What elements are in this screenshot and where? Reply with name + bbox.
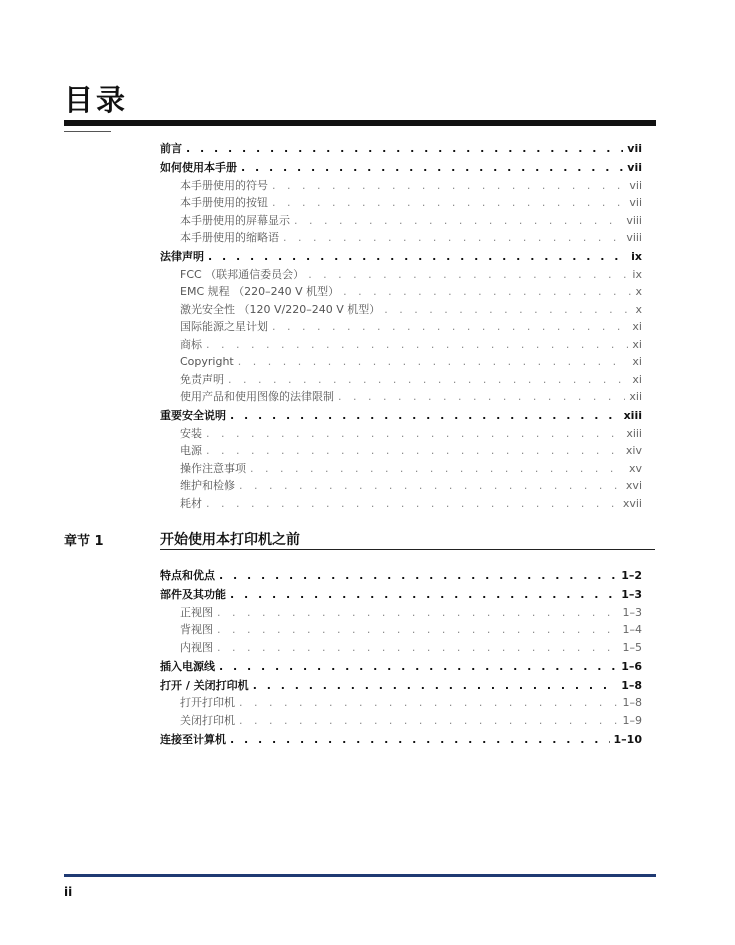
toc-entry-page: xi — [632, 337, 642, 351]
toc-entry-label: 商标 — [180, 337, 202, 351]
toc-entry[interactable] — [160, 586, 642, 604]
toc-entry-page: xvii — [622, 496, 642, 510]
title-rule — [64, 120, 656, 126]
toc-subentry[interactable] — [160, 604, 642, 622]
dot-leader — [294, 212, 622, 230]
toc-entry-page: xiii — [626, 426, 642, 440]
toc-entry-page: 1–5 — [622, 640, 642, 654]
toc-subentry[interactable] — [160, 460, 642, 478]
toc-entry-label: 插入电源线 — [160, 659, 215, 673]
dot-leader — [253, 677, 618, 695]
toc-entry-page: x — [635, 302, 642, 316]
dot-leader — [384, 301, 631, 319]
toc-entry-page: xvi — [625, 479, 642, 492]
dot-leader — [219, 658, 617, 676]
toc-subentry[interactable] — [160, 371, 642, 389]
toc-subentry[interactable] — [160, 639, 642, 657]
toc-entry-page: vii — [629, 196, 642, 209]
toc-subentry[interactable] — [160, 318, 642, 336]
toc-entry[interactable] — [160, 658, 642, 676]
toc-entry-page: xv — [628, 461, 642, 475]
toc-entry-label: 背视图 — [180, 623, 213, 636]
toc-entry-page: 1–4 — [622, 623, 642, 636]
dot-leader — [250, 460, 625, 478]
toc-subentry[interactable] — [160, 442, 642, 460]
toc-subentry[interactable] — [160, 353, 642, 371]
toc-entry-label: 本手册使用的按钮 — [180, 196, 268, 209]
toc-entry-label: Copyright — [180, 355, 234, 368]
toc-entry[interactable] — [160, 140, 642, 158]
toc-entry-label: 正视图 — [180, 605, 213, 619]
toc-entry-label: 法律声明 — [160, 250, 204, 263]
toc-subentry[interactable] — [160, 477, 642, 495]
toc-entry-label: 激光安全性 （120 V/220–240 V 机型） — [180, 302, 381, 316]
toc-entry-label: FCC （联邦通信委员会） — [180, 267, 305, 281]
dot-leader — [217, 604, 619, 622]
toc-subentry[interactable] — [160, 283, 642, 301]
toc-subentry[interactable] — [160, 266, 642, 284]
toc-subentry[interactable] — [160, 621, 642, 639]
dot-leader — [283, 229, 622, 247]
page-title: 目录 — [64, 83, 129, 117]
toc-entry-label: 内视图 — [180, 640, 213, 654]
toc-entry-page: 1–8 — [622, 696, 642, 709]
toc-entry-page: 1–10 — [613, 732, 642, 746]
toc-entry-label: 国际能源之星计划 — [180, 320, 268, 333]
toc-entry-label: 关闭打印机 — [180, 713, 235, 727]
dot-leader — [239, 712, 619, 730]
toc-entry-page: ix — [631, 250, 642, 263]
dot-leader — [272, 318, 628, 336]
toc-subentry[interactable] — [160, 194, 642, 212]
toc-entry-page: x — [635, 285, 642, 298]
toc-entry-label: 安装 — [180, 426, 202, 440]
dot-leader — [219, 567, 617, 585]
toc-entry-label: 维护和检修 — [180, 479, 235, 492]
toc-entry-label: 免责声明 — [180, 372, 224, 386]
toc-entry-label: 本手册使用的缩略语 — [180, 231, 279, 244]
toc-entry-page: ix — [632, 267, 642, 281]
toc-entry-page: vii — [627, 142, 642, 155]
dot-leader — [272, 177, 625, 195]
dot-leader — [206, 336, 628, 354]
toc-entry-label: 本手册使用的屏幕显示 — [180, 213, 290, 227]
dot-leader — [241, 159, 623, 177]
footer-rule — [64, 874, 656, 877]
dot-leader — [206, 442, 622, 460]
left-rule — [64, 131, 111, 132]
toc-entry-page: viii — [626, 213, 642, 227]
toc-subentry[interactable] — [160, 229, 642, 247]
toc-entry-label: 本手册使用的符号 — [180, 178, 268, 192]
toc-chapter-section — [160, 567, 642, 748]
dot-leader — [230, 407, 620, 425]
toc-subentry[interactable] — [160, 388, 642, 406]
toc-entry-label: 耗材 — [180, 496, 202, 510]
toc-entry-label: 打开 / 关闭打印机 — [160, 678, 249, 692]
dot-leader — [343, 283, 631, 301]
toc-entry-page: 1–6 — [621, 659, 642, 673]
toc-entry[interactable] — [160, 731, 642, 749]
toc-entry-page: xii — [629, 390, 642, 403]
toc-entry-label: 打开打印机 — [180, 696, 235, 709]
toc-entry-page: xiii — [623, 409, 642, 422]
toc-subentry[interactable] — [160, 694, 642, 712]
toc-entry-page: 1–2 — [621, 569, 642, 582]
toc-subentry[interactable] — [160, 177, 642, 195]
toc-entry-page: 1–8 — [621, 678, 642, 692]
toc-entry-page: xi — [632, 320, 642, 333]
dot-leader — [206, 495, 619, 513]
toc-entry-label: 操作注意事项 — [180, 461, 246, 475]
toc-entry-page: vii — [627, 161, 642, 174]
toc-entry-label: 特点和优点 — [160, 569, 215, 582]
toc-entry-page: vii — [629, 178, 642, 192]
toc-entry-page: 1–3 — [622, 605, 642, 619]
toc-entry-label: 电源 — [180, 444, 202, 457]
toc-entry[interactable] — [160, 407, 642, 425]
dot-leader — [208, 248, 627, 266]
toc-entry[interactable] — [160, 677, 642, 695]
toc-entry-page: 1–9 — [622, 713, 642, 727]
toc-subentry[interactable] — [160, 425, 642, 443]
toc-entry-label: 部件及其功能 — [160, 588, 226, 601]
chapter-title: 开始使用本打印机之前 — [160, 532, 300, 548]
toc-entry[interactable] — [160, 248, 642, 266]
chapter-rule — [160, 549, 655, 550]
page-number: ii — [64, 885, 73, 899]
toc-entry[interactable] — [160, 159, 642, 177]
toc-entry-label: 重要安全说明 — [160, 409, 226, 422]
toc-entry-label: 前言 — [160, 142, 182, 155]
toc-entry-page: xi — [632, 372, 642, 386]
dot-leader — [228, 371, 628, 389]
toc-entry[interactable] — [160, 567, 642, 585]
toc-entry-page: xi — [632, 355, 642, 368]
dot-leader — [230, 586, 617, 604]
toc-subentry[interactable] — [160, 301, 642, 319]
toc-entry-page: viii — [626, 231, 642, 244]
dot-leader — [238, 353, 629, 371]
toc-entry-label: 如何使用本手册 — [160, 161, 237, 174]
dot-leader — [206, 425, 622, 443]
toc-subentry[interactable] — [160, 495, 642, 513]
dot-leader — [272, 194, 625, 212]
toc-subentry[interactable] — [160, 212, 642, 230]
dot-leader — [239, 694, 619, 712]
dot-leader — [338, 388, 625, 406]
toc-entry-label: 使用产品和使用图像的法律限制 — [180, 390, 334, 403]
toc-subentry[interactable] — [160, 336, 642, 354]
dot-leader — [239, 477, 622, 495]
toc-entry-label: EMC 规程 （220–240 V 机型） — [180, 285, 340, 298]
toc-entry-page: xiv — [625, 444, 642, 457]
toc-entry-page: 1–3 — [621, 588, 642, 601]
dot-leader — [230, 731, 610, 749]
dot-leader — [217, 639, 619, 657]
toc-entry-label: 连接至计算机 — [160, 732, 226, 746]
dot-leader — [308, 266, 628, 284]
toc-subentry[interactable] — [160, 712, 642, 730]
chapter-label: 章节 1 — [64, 534, 104, 549]
dot-leader — [186, 140, 623, 158]
dot-leader — [217, 621, 619, 639]
toc-front-section — [160, 140, 642, 512]
